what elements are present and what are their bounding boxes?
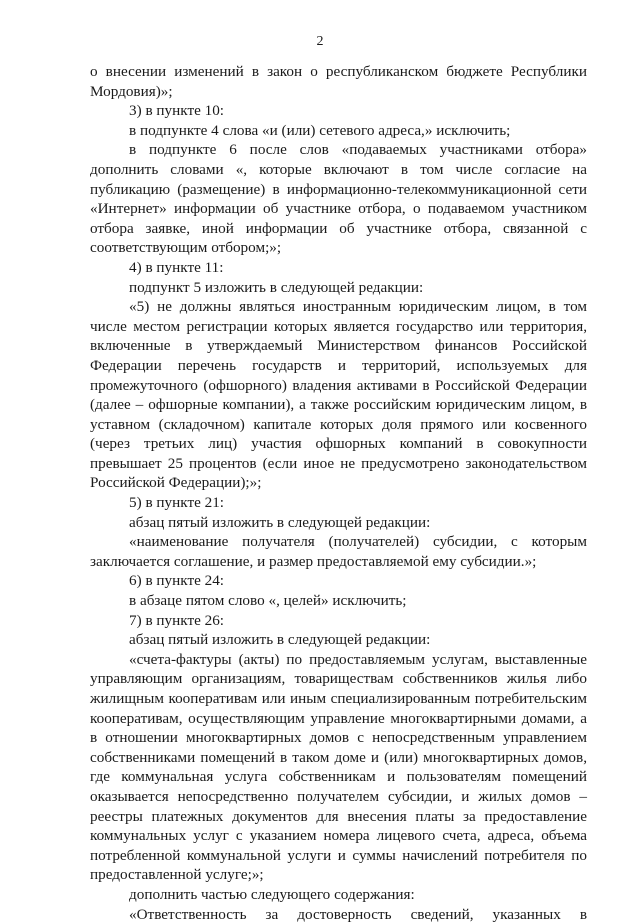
page-number: 2 <box>316 34 324 49</box>
paragraph: в подпункте 4 слова «и (или) сетевого адреса,» исключить; <box>129 121 511 139</box>
paragraph: 6) в пункте 24: <box>129 572 225 590</box>
paragraph: абзац пятый изложить в следующей редакции: <box>129 513 431 531</box>
paragraph: «Ответственность за достоверность сведений, указанных в <box>129 905 587 923</box>
paragraph: 7) в пункте 26: <box>129 611 225 629</box>
paragraph: «5) не должны являться иностранным юридическим лицом, в том числе местом регистрации которых является государство или территория, включенные в утверждаемый Министерством финансов Российской Федерации перечень государств и территорий, используемых для промежуточного (офшорного) владения активами в Российской Федерации (далее – офшорные компании), а также российским юридическим лицом, в уставном (складочном) капитале которых доля прямого или косвенного (через третьих лиц) участия офшорных компаний в совокупности превышает 25 процентов (если иное не предусмотрено законодательством Российской Федерации);»; <box>90 298 587 492</box>
paragraph: в абзаце пятом слово «, целей» исключить; <box>129 592 407 610</box>
paragraph: 3) в пункте 10: <box>129 102 225 120</box>
paragraph: в подпункте 6 после слов «подаваемых участниками отбора» дополнить словами «, которые включают в том числе согласие на публикацию (размещение) в информационно-телекоммуникационной сети «Интернет» информации об участнике отбора, о подаваемом участником отбора заявке, иной информации об участнике отбора, связанной с соответствующим отбором;»; <box>90 141 587 257</box>
paragraph: «наименование получателя (получателей) субсидии, с которым заключается соглашение, и размер предоставляемой ему субсидии.»; <box>90 533 587 570</box>
paragraph: 4) в пункте 11: <box>129 258 224 276</box>
paragraph: абзац пятый изложить в следующей редакции: <box>129 631 431 649</box>
paragraph: подпункт 5 изложить в следующей редакции: <box>129 278 424 296</box>
document-body <box>90 62 587 924</box>
paragraph: «счета-фактуры (акты) по предоставляемым услугам, выставленные управляющим организациям, товариществам собственников жилья либо жилищным кооперативам или иным специализированным потребительским кооперативам, осуществляющим управление многоквартирными домами, а в отношении многоквартирных домов с непосредственным управлением собственниками помещений в таком доме и (или) многоквартирных домов, где коммунальная услуга собственникам и пользователям помещений оказывается непосредственно получателем субсидии, и жилых домов – реестры платежных документов для внесения платы за предоставление коммунальных услуг с указанием номера лицевого счета, адреса, объема потребленной коммунальной услуги и суммы начислений потребителя по предоставленной услуге;»; <box>90 650 587 884</box>
paragraph: дополнить частью следующего содержания: <box>129 885 415 903</box>
paragraph: о внесении изменений в закон о республиканском бюджете Республики Мордовия)»; <box>90 63 587 100</box>
paragraph: 5) в пункте 21: <box>129 494 225 512</box>
